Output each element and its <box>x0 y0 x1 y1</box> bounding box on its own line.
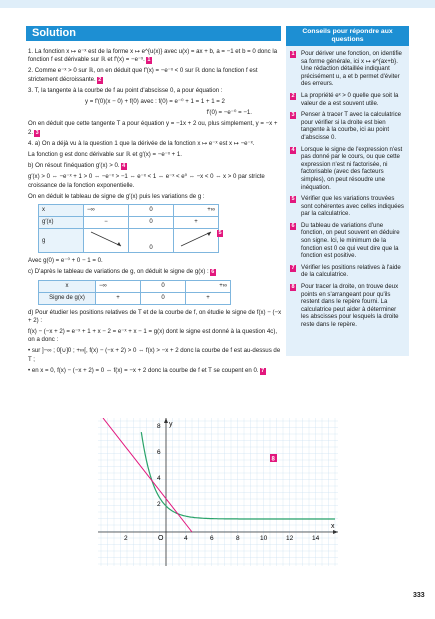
page-number: 333 <box>413 592 425 599</box>
y-tick-label: 4 <box>157 475 161 482</box>
answer-4d-bullet-1: • sur ]−∞ ; 0[∪]0 ; +∞[, f(x) − (−x + 2) > 0 ⇔ f(x) > −x + 2 donc la courbe de f est au-dessus de T ; <box>28 347 281 363</box>
decreasing-arrow <box>87 229 125 249</box>
tip-item: 4 Lorsque le signe de l'expression n'est pas donné par le cours, ou que cette expression n'est ni factorisée, ni factorisable (avec des facteurs simples), on peut résoudre une inéquation. <box>291 145 403 191</box>
equation-b: f′(0) = −e⁻⁰ = −1. <box>206 109 252 117</box>
tips-sidebar <box>286 26 409 356</box>
tip-badge-1: 1 <box>147 57 151 64</box>
tips-title: Conseils pour répondre aux questions <box>286 26 409 46</box>
x-tick-label: 6 <box>210 535 214 542</box>
answer-4b: b) On résout l'inéquation g′(x) > 0. 4 <box>28 162 126 170</box>
x-tick-label: 14 <box>312 535 320 542</box>
tip-item: 8 Pour tracer la droite, on trouve deux points en s'arrangeant pour qu'ils restent dans le repère fourni. La calculatrice peut aider à déterminer les abscisses pour lesquels la droite reste dans le repère. <box>291 283 399 328</box>
variation-table-wrap <box>28 204 282 253</box>
answer-4b-table-intro: On en déduit le tableau de signe de g′(x) puis les variations de g : <box>28 192 205 200</box>
answer-1: 1. La fonction x ↦ e⁻ˣ est de la forme x ↦ e^{u(x)} avec u(x) = ax + b, a = −1 et b = 0 donc la fonction f est dérivable sur ℝ et f′(x) = −e⁻ˣ. 1 <box>28 48 278 64</box>
x-tick-label: 2 <box>124 535 128 542</box>
x-tick-label: 12 <box>286 535 294 542</box>
tip-badge-4: 4 <box>122 163 126 170</box>
tip-item: 7 Vérifier les positions relatives à l'aide de la calculatrice. <box>291 263 401 279</box>
answer-4d: d) Pour étudier les positions relatives de T et de la courbe de f, on étudie le signe de f(x) − (−x + 2) : <box>28 308 282 324</box>
graph-badge: 8 <box>271 456 275 463</box>
x-axis-arrow <box>333 530 338 534</box>
x-axis-label: x <box>331 523 335 530</box>
answer-4b-cont: g′(x) > 0 ⇔ −e⁻ˣ + 1 > 0 ⇔ −e⁻ˣ > −1 ⇔ e⁻ˣ < 1 ⇔ e⁻ˣ < e⁰ ⇔ −x < 0 ⇔ x > 0 par stricte croissance de la fonction exponentielle. <box>28 173 265 189</box>
table-row: g′(x) − 0 + <box>39 217 219 229</box>
solution-body <box>28 48 282 378</box>
y-axis-arrow <box>164 418 168 423</box>
answer-g0: Avec g(0) = e⁻⁰ + 0 − 1 = 0. <box>28 257 103 265</box>
graph-grid <box>98 418 338 566</box>
tip-item: 2 La propriété eˣ > 0 quelle que soit la valeur de a est souvent utile. <box>291 91 399 107</box>
answer-4a: 4. a) On a déjà vu à la question 1 que la dérivée de la fonction x ↦ e⁻ˣ est x ↦ −e⁻ˣ. <box>28 139 255 147</box>
tip-badge-7: 7 <box>261 367 265 374</box>
table-row: x −∞ 0 +∞ <box>39 205 219 217</box>
top-band <box>0 0 435 8</box>
x-tick-label: 4 <box>184 535 188 542</box>
tip-badge-2: 2 <box>98 76 102 83</box>
solution-title: Solution <box>32 27 76 39</box>
answer-2: 2. Comme e⁻ˣ > 0 sur ℝ, on en déduit que f′(x) = −e⁻ˣ < 0 sur ℝ donc la fonction f est strictement décroissante. 2 <box>28 67 258 83</box>
tip-badge-3: 3 <box>35 129 39 136</box>
answer-4a-cont: La fonction g est donc dérivable sur ℝ et g′(x) = −e⁻ˣ + 1. <box>28 151 182 159</box>
tangent-line <box>103 418 192 532</box>
sign-table <box>38 280 231 305</box>
tip-item: 1 Pour dériver une fonction, on identifie sa forme générale, ici x ↦ e^{ax+b}. Une rédaction détaillée indiquant précisément u, a et b permet d'éviter des erreurs. <box>291 50 402 88</box>
y-tick-label: 8 <box>157 423 161 430</box>
tip-item: 6 Du tableau de variations d'une fonction, on peut souvent en déduire son signe. Ici, le minimum de la fonction est 0 ce qui veut dire que la fonction est positive. <box>291 221 400 260</box>
origin-label: O <box>158 535 164 542</box>
equation-a: y = f′(0)(x − 0) + f(0) avec : f(0) = e⁻⁰ + 1 = 1 + 1 = 2 <box>85 98 225 106</box>
solution-header <box>26 26 281 41</box>
answer-4c: c) D'après le tableau de variations de g, on déduit le signe de g(x) : 6 <box>28 268 215 276</box>
table-row: Signe de g(x) + 0 + <box>39 292 231 304</box>
variation-table <box>38 204 219 253</box>
answer-3: 3. T, la tangente à la courbe de f au point d'abscisse 0, a pour équation : <box>28 86 223 94</box>
tip-badge-6: 6 <box>211 269 215 276</box>
tip-item: 5 Vérifier que les variations trouvées sont cohérentes avec celles indiquées par la calculatrice. <box>291 195 404 218</box>
x-tick-label: 10 <box>260 535 268 542</box>
increasing-arrow <box>177 229 215 249</box>
answer-4d-bullet-2: • en x = 0, f(x) − (−x + 2) = 0 ⇔ f(x) = −x + 2 donc la courbe de f et T se coupent en 0. 7 <box>28 366 265 374</box>
table-row: x −∞ 0 +∞ <box>39 280 231 292</box>
y-tick-label: 2 <box>157 501 161 508</box>
tip-item: 3 Penser à tracer T avec la calculatrice pour vérifier si la droite est bien tangente à la courbe, ici au point d'abscisse 0. <box>291 111 402 141</box>
y-tick-label: 6 <box>157 449 161 456</box>
y-axis-label: y <box>169 421 173 428</box>
exp-curve <box>141 432 335 519</box>
function-graph <box>98 418 338 566</box>
tip-badge-5: 5 <box>218 230 222 237</box>
x-tick-label: 8 <box>236 535 240 542</box>
table-row: g 0 <box>39 229 219 253</box>
answer-4d-calc: f(x) − (−x + 2) = e⁻ˣ + 1 + x − 2 = e⁻ˣ + x − 1 = g(x) dont le signe est donné à la question 4c), on a donc : <box>28 328 278 344</box>
answer-3b: On en déduit que cette tangente T a pour équation y = −1x + 2 ou, plus simplement, y = −x + 2. 3 <box>28 120 278 136</box>
